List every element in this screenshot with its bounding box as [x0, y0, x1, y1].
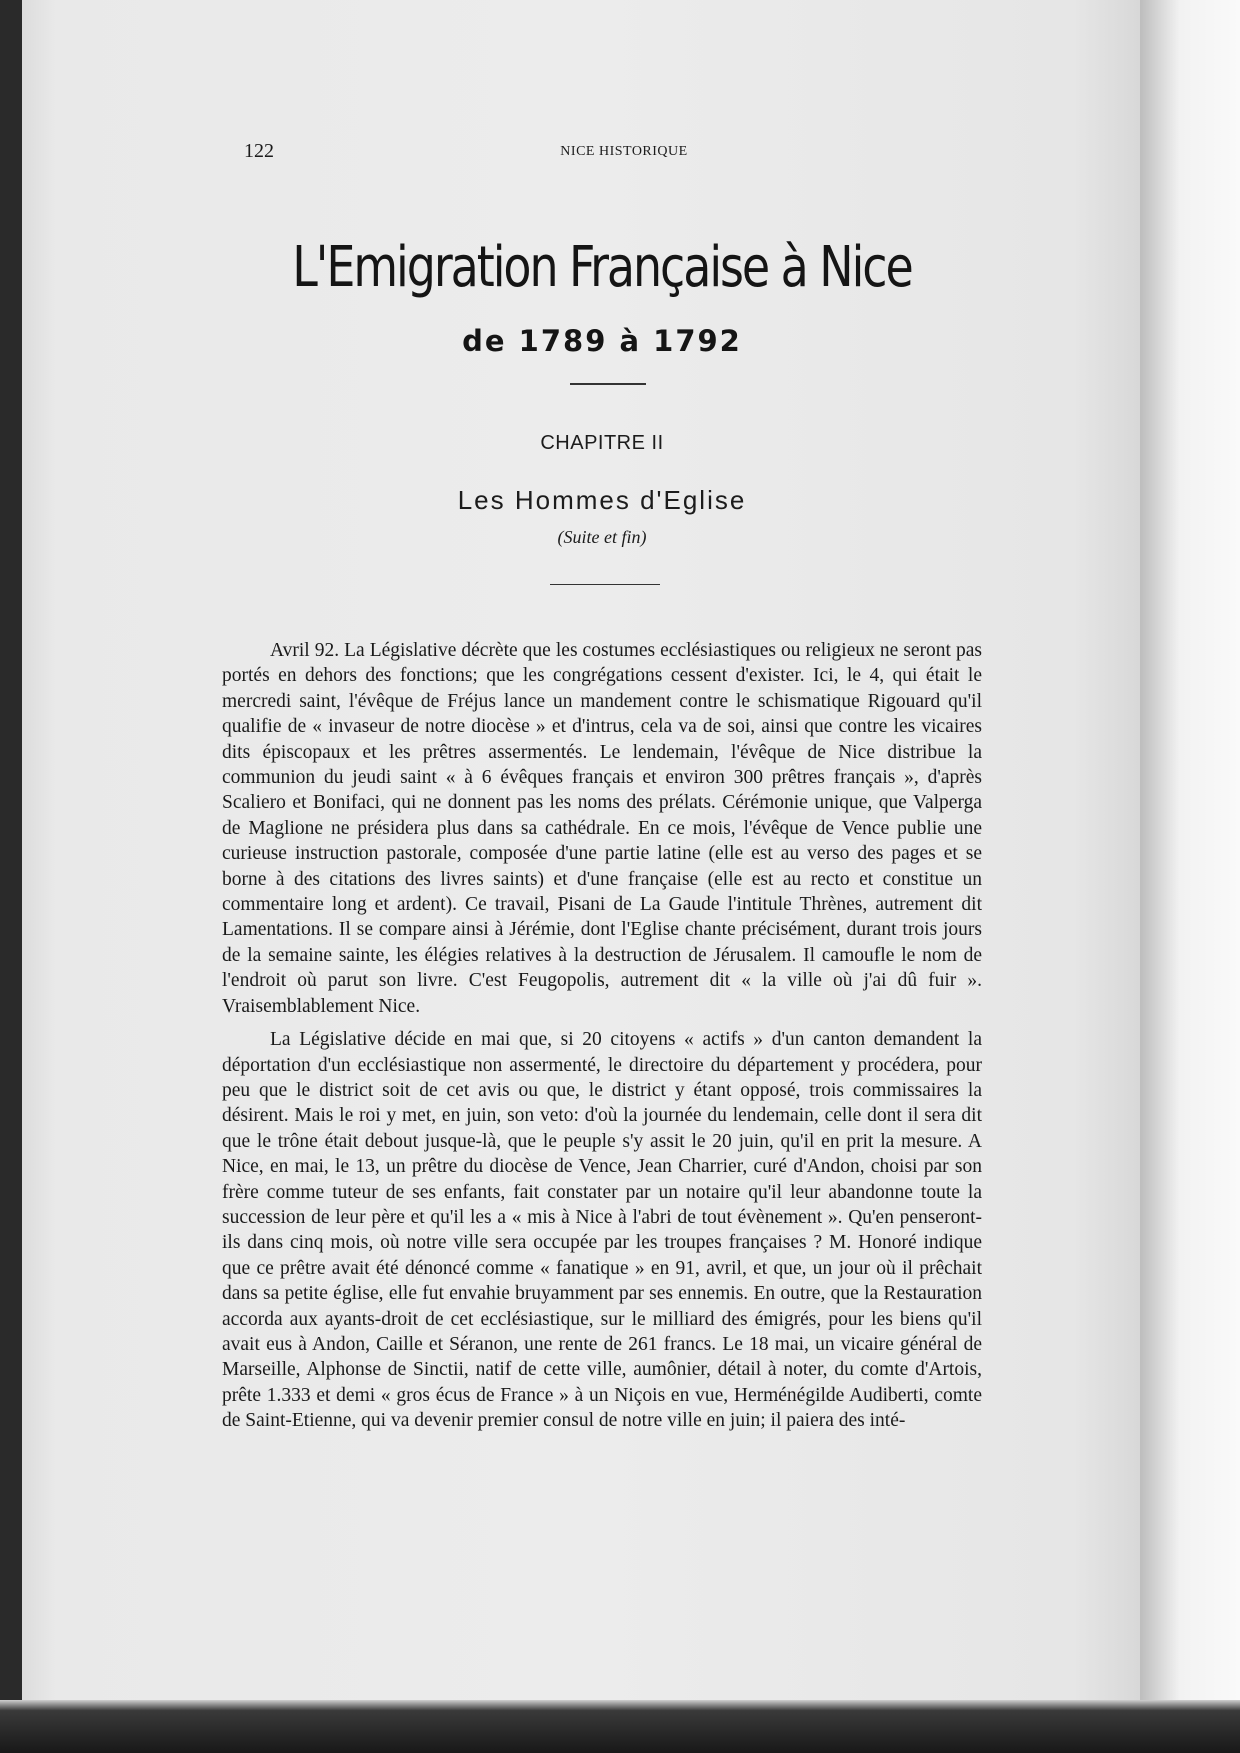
journal-title: NICE HISTORIQUE — [560, 144, 688, 159]
paragraph: La Législative décide en mai que, si 20 citoyens « actifs » d'un canton demandent la déportation d'un ecclésiastique non assermenté, le directoire du département y procédera, pour peu que le district soit de cet avis ou que, le district y étant opposé, trois commissaires la désirent. Mais le roi y met, en juin, son veto: d'où la journée du lendemain, celle dont il sera dit que le trône était debout jusque-là, que le peuple s'y assit le 20 juin, qu'il en prit la mesure. A Nice, en mai, le 13, un prêtre du diocèse de Vence, Jean Charrier, curé d'Andon, choisi par son frère comme tuteur de ses enfants, fait constater par un notaire qu'il leur abandonne toute la succession de leur père et qu'il les a « mis à Nice à l'abri de tout évènement ». Qu'en penseront-ils dans cinq mois, où notre ville sera occupée par les troupes françaises ? M. Honoré indique que ce prêtre avait été dénoncé comme « fanatique » en 91, avril, et que, un jour où il prêchait dans sa petite église, elle fut envahie bruyamment par ses ennemis. En outre, que la Restauration accorda aux ayants-droit de cet ecclésiastique, sur le milliard des émigrés, pour les biens qu'il avait eus à Andon, Caille et Séranon, une rente de 261 francs. Le 18 mai, un vicaire général de Marseille, Alphonse de Sinctii, natif de cette ville, aumônier, détail à noter, du comte d'Artois, prête 1.333 et demi « gros écus de France » à un Niçois en vue, Herménégilde Audiberti, comte de Saint-Etienne, qui va devenir premier consul de notre ville en juin; il paiera des inté- — [222, 1029, 982, 1432]
page-number: 122 — [244, 140, 274, 162]
title-divider — [570, 383, 646, 385]
running-head — [244, 140, 1004, 164]
chapter-label: CHAPITRE II — [540, 432, 664, 454]
paragraph: Avril 92. La Législative décrète que les costumes ecclésiastiques ou religieux ne seront pas portés en dehors des fonctions; que les congrégations cessent d'exister. Ici, le 4, qui était le mercredi saint, l'évêque de Fréjus lance un mandement contre le schismatique Rigouard qu'il qualifie de « invaseur de notre diocèse » et d'intrus, cela va de soi, ainsi que contre les vicaires dits épiscopaux et les prêtres assermentés. Le lendemain, l'évêque de Nice distribue la communion du jeudi saint « à 6 évêques français et environ 300 prêtres français », d'après Scaliero et Bonifaci, qui ne donnent pas les noms des prélats. Cérémonie unique, que Valperga de Maglione ne présidera plus dans sa cathédrale. En ce mois, l'évêque de Vence publie une curieuse instruction pastorale, composée d'une partie latine (elle est au verso des pages et se borne à des citations des livres saints) et d'une française (elle est au recto et constitue un commentaire long et ardent). Ce travail, Pisani de La Gaude l'intitule Thrènes, autrement dit Lamentations. Il se compare ainsi à Jérémie, dont l'Eglise chante précisément, durant trois jours de la semaine sainte, les élégies relatives à la destruction de Jérusalem. Il camoufle le nom de l'endroit où parut son livre. C'est Feugopolis, autrement dit « la ville où j'ai dû fuir ». Vraisemblablement Nice. — [222, 640, 982, 1017]
section-subtitle: (Suite et fin) — [557, 527, 647, 547]
section-divider — [550, 584, 660, 585]
section-title: Les Hommes d'Eglise — [457, 485, 747, 515]
article-dates: de 1789 à 1792 — [462, 324, 742, 358]
page-edge — [1140, 0, 1240, 1753]
body-text — [222, 638, 982, 1442]
article-title: L'Emigration Française à Nice — [292, 235, 912, 300]
scan-border — [0, 1700, 1240, 1753]
